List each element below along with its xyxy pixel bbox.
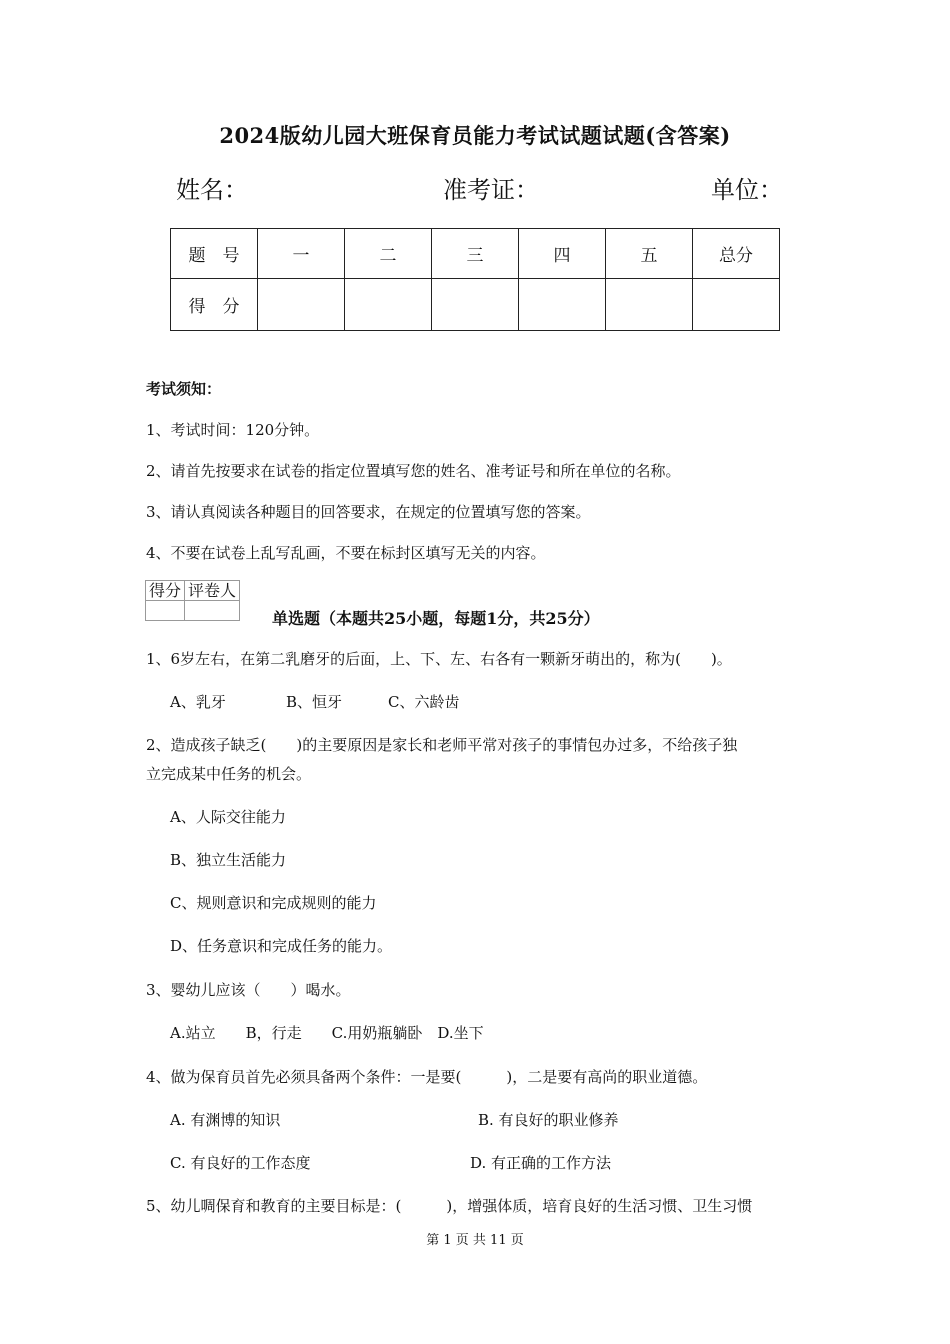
score-header-cell: 五 — [606, 229, 693, 279]
score-cell — [432, 279, 519, 331]
score-header-cell: 四 — [519, 229, 606, 279]
question-2-option-d: D、任务意识和完成任务的能力。 — [170, 937, 393, 955]
unit-field-label: 单位： — [711, 176, 783, 204]
question-2-stem-continued: 立完成某中任务的机会。 — [146, 765, 312, 783]
question-1-stem: 1、6岁左右，在第二乳磨牙的后面，上、下、左、右各有一颗新牙萌出的，称为( )。 — [146, 650, 732, 668]
score-table-header-row — [171, 229, 780, 279]
question-3-stem: 3、婴幼儿应该（ ）喝水。 — [146, 981, 351, 999]
score-cell — [519, 279, 606, 331]
notice-item: 2、请首先按要求在试卷的指定位置填写您的姓名、准考证号和所在单位的名称。 — [146, 462, 681, 480]
question-3-options: A.站立 B，行走 C.用奶瓶躺卧 D.坐下 — [170, 1024, 484, 1042]
notice-item: 3、请认真阅读各种题目的回答要求，在规定的位置填写您的答案。 — [146, 503, 591, 521]
score-cell — [606, 279, 693, 331]
grader-score-cell — [146, 601, 185, 621]
question-4-option-d: D. 有正确的工作方法 — [470, 1154, 612, 1172]
score-header-cell: 二 — [345, 229, 432, 279]
question-1-option-b: B、恒牙 — [286, 693, 343, 711]
question-4-option-c: C. 有良好的工作态度 — [170, 1154, 311, 1172]
grader-score-label: 得分 — [146, 581, 185, 601]
score-cell — [258, 279, 345, 331]
score-cell — [345, 279, 432, 331]
score-table-score-row — [171, 279, 780, 331]
question-2-option-c: C、规则意识和完成规则的能力 — [170, 894, 377, 912]
question-5-stem: 5、幼儿啁保育和教育的主要目标是：( )，增强体质，培育良好的生活习惯、卫生习惯 — [146, 1197, 753, 1215]
score-header-cell: 总分 — [693, 229, 780, 279]
grader-reviewer-cell — [185, 601, 240, 621]
page-title: 2024版幼儿园大班保育员能力考试试题试题(含答案) — [219, 123, 731, 148]
question-2-option-a: A、人际交往能力 — [170, 808, 286, 826]
question-1-option-a: A、乳牙 — [170, 693, 226, 711]
grader-reviewer-label: 评卷人 — [185, 581, 240, 601]
question-4-stem: 4、做为保育员首先必须具备两个条件：一是要( )，二是要有高尚的职业道德。 — [146, 1068, 708, 1086]
score-row-label: 得 分 — [171, 279, 258, 331]
notice-item: 1、考试时间：120分钟。 — [146, 421, 320, 439]
question-2-option-b: B、独立生活能力 — [170, 851, 287, 869]
score-header-cell: 题 号 — [171, 229, 258, 279]
section-title: 单选题（本题共25小题，每题1分，共25分） — [272, 609, 600, 628]
exam-number-field-label: 准考证： — [443, 176, 539, 204]
question-2-stem: 2、造成孩子缺乏( )的主要原因是家长和老师平常对孩子的事情包办过多，不给孩子独 — [146, 736, 738, 754]
question-4-option-a: A. 有渊博的知识 — [170, 1111, 281, 1129]
question-1-option-c: C、六龄齿 — [388, 693, 460, 711]
score-cell — [693, 279, 780, 331]
score-table — [170, 228, 780, 331]
page-footer: 第 1 页 共 11 页 — [426, 1233, 524, 1248]
notice-item: 4、不要在试卷上乱写乱画，不要在标封区填写无关的内容。 — [146, 544, 546, 562]
question-4-option-b: B. 有良好的职业修养 — [478, 1111, 619, 1129]
notice-heading: 考试须知： — [146, 380, 222, 398]
score-header-cell: 三 — [432, 229, 519, 279]
grader-box — [145, 580, 240, 621]
score-header-cell: 一 — [258, 229, 345, 279]
name-field-label: 姓名： — [176, 176, 248, 204]
